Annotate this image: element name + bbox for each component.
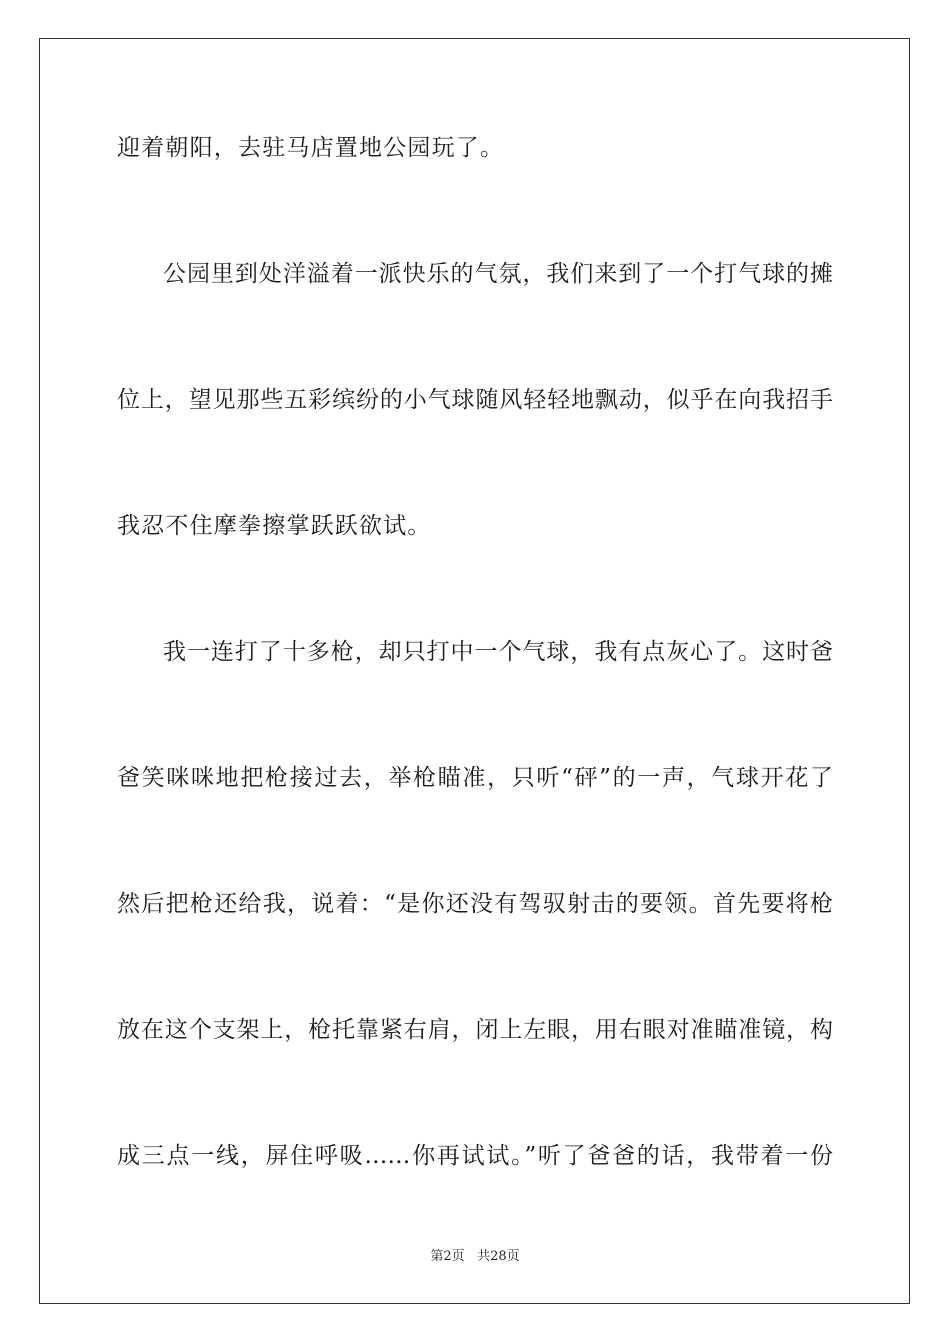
page-border — [39, 38, 910, 1304]
total-pages-label: 共28页 — [477, 1249, 520, 1264]
current-page-label: 第2页 — [430, 1249, 465, 1264]
page-footer — [0, 1248, 950, 1266]
text-line: 位上，望见那些五彩缤纷的小气球随风轻轻地飘动，似乎在向我招手 — [117, 387, 833, 413]
text-line: 我一连打了十多枪，却只打中一个气球，我有点灰心了。这时爸 — [163, 639, 833, 665]
text-line: 我忍不住摩拳擦掌跃跃欲试。 — [117, 513, 432, 539]
text-line: 然后把枪还给我，说着：“是你还没有驾驭射击的要领。首先要将枪 — [117, 891, 833, 917]
text-line: 迎着朝阳，去驻马店置地公园玩了。 — [117, 135, 505, 161]
text-line: 成三点一线，屏住呼吸……你再试试。”听了爸爸的话，我带着一份 — [117, 1143, 833, 1169]
text-line: 爸笑咪咪地把枪接过去，举枪瞄准，只听“砰”的一声，气球开花了 — [117, 765, 833, 791]
text-line: 公园里到处洋溢着一派快乐的气氛，我们来到了一个打气球的摊 — [163, 261, 833, 287]
text-line: 放在这个支架上，枪托靠紧右肩，闭上左眼，用右眼对准瞄准镜，构 — [117, 1017, 833, 1043]
